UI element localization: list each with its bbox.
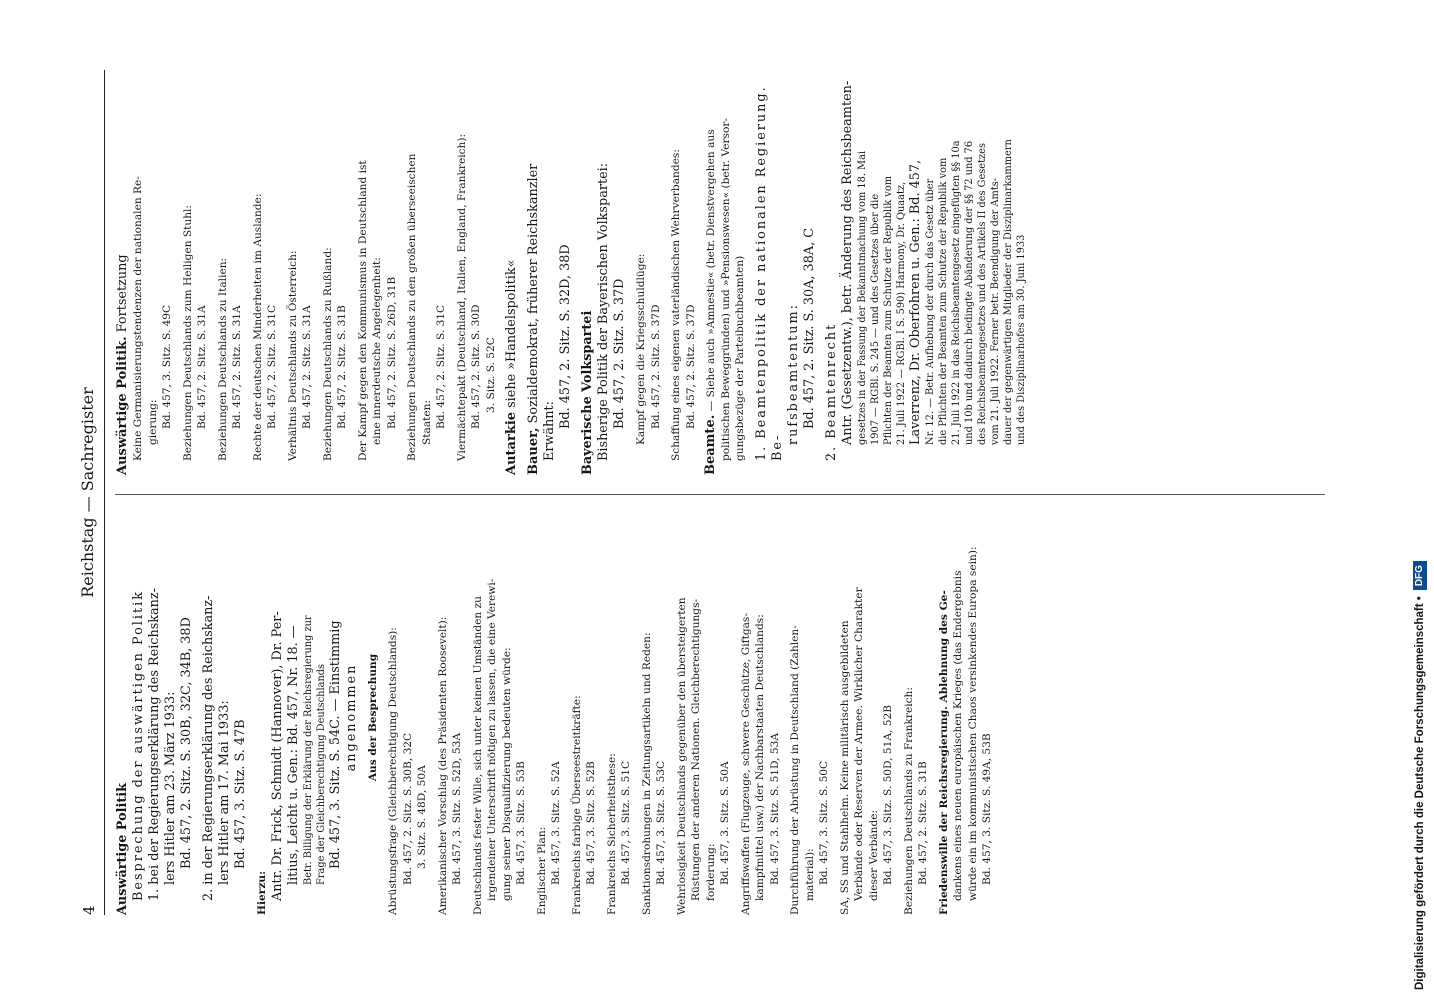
item-line: 2. Beamtenrecht: [823, 322, 839, 461]
entry-line: Schaffung eines eigenen vaterländischen Wehrverbandes:: [670, 149, 682, 461]
motion-line: dauer der gegenwärtigen Mitglieder der Disziplinarkammern: [1002, 139, 1014, 445]
motion-line: litius, Leicht u. Gen.: Bd. 457, Nr. 18. —: [285, 625, 301, 885]
motion-line: Betr. Billigung der Erklärung der Reichsregierung zur: [302, 615, 314, 885]
subheading: Besprechung der auswärtigen Politik: [131, 590, 146, 901]
motion-line: Antr. (Gesetzentw.), betr. Änderung des Reichsbeamten-: [839, 80, 855, 445]
entry-ref: 3. Sitz. S. 52C: [484, 337, 497, 413]
beamte-text: — Siehe auch »Amnestie« (betr. Dienstvergehen aus: [705, 129, 717, 415]
entry-ref: Bd. 457, 2. Sitz. S. 30D: [470, 304, 482, 429]
entry-line: Beziehungen Deutschlands zum Heiligen Stuhl:: [181, 205, 194, 461]
column-separator: [115, 494, 1325, 495]
entry-line: Verhältnis Deutschlands zu Österreich:: [286, 250, 299, 461]
motion-line: angenommen: [343, 663, 359, 772]
entry-line: Kampf gegen die Kriegsschuldlüge:: [635, 253, 647, 445]
item-line: 1. Beamtenpolitik der nationalen Regierung. Be-: [753, 85, 785, 461]
entry-line: eine innerdeutsche Angelegenheit:: [371, 257, 383, 445]
motion-line: Antr. Dr. Frick, Schmidt (Hannover), Dr. Per-: [269, 611, 285, 901]
entry-ref: Bd. 457, 2. Sitz. S. 32D, 38D: [558, 244, 573, 429]
entry-ref: Bd. 457, 2. Sitz. S. 31B: [917, 761, 929, 885]
aus-der-besprechung: Aus der Besprechung: [366, 653, 379, 782]
entry-ref: Bd. 457, 3. Sitz. S. 52A: [550, 761, 562, 885]
item-line: lers Hitler am 23. März 1933:: [163, 691, 178, 885]
entry-ref: Bd. 457, 2. Sitz. S. 30B, 32C: [401, 732, 414, 885]
entry-ref: Bd. 457, 3. Sitz. S. 53B: [515, 761, 527, 885]
entry-ref: Bd. 457, 3. Sitz. S. 49C: [161, 304, 173, 429]
section-heading: Auswärtige Politik.: [115, 336, 130, 475]
entry-line: Keine Germanisierungstendenzen der nationalen Re-: [132, 176, 144, 461]
motion-line: 1907 — RGBl. S. 245 — und des Gesetzes über die: [869, 193, 881, 445]
entry-line: Beziehungen Deutschlands zu den großen überseeischen: [406, 153, 418, 461]
entry-line: dankens eines neuen europäischen Krieges (das Endergebnis: [952, 570, 964, 901]
entry-line: Der Kampf gegen den Kommunismus in Deutschland ist: [356, 160, 369, 461]
entry-line: gierung:: [146, 399, 159, 445]
entry-line: Wehrlosigkeit Deutschlands gegenüber den übersteigerten: [675, 597, 688, 915]
beamte-label: Beamte.: [703, 414, 718, 475]
entry-line: Deutschlands fester Wille, sich unter keinen Umständen zu: [471, 596, 484, 915]
autarkie-text: siehe »Handelspolitik«: [504, 259, 519, 412]
left-column: [115, 520, 995, 915]
item-line: rufsbeamtentum:: [785, 303, 801, 445]
entry-ref: Bd. 457, 3. Sitz. S. 52D, 53A: [451, 732, 463, 885]
bauer-text: Sozialdemokrat, früherer Reichskanzler: [526, 163, 541, 428]
entry-line: würde ein im kommunistischen Chaos versinkendes Europa sein):: [966, 546, 979, 901]
entry-ref: Bd. 457, 3. Sitz. S. 50A: [719, 761, 731, 885]
motion-line: und des Disziplinarhofes am 30. Juni 1933: [1015, 234, 1027, 445]
entry-ref: Bd. 457, 2. Sitz. S. 31A: [196, 305, 208, 429]
motion-line: 21. Juli 1922 in das Reichsbeamtengesetz eingefügten §§ 10a: [950, 140, 962, 445]
page-number: 4: [80, 905, 98, 915]
entry-ref: Bd. 457, 3. Sitz. S. 53C: [655, 760, 667, 885]
motion-line: Nr. 12. — Betr. Aufhebung der durch das Gesetz über: [924, 178, 936, 445]
funding-note: [1410, 0, 1430, 990]
entry-ref: Bd. 457, 3. Sitz. S. 50D, 51A, 52B: [882, 704, 894, 885]
entry-ref: Bd. 457, 2. Sitz. S. 26D, 31B: [385, 276, 398, 429]
entry-ref: Bd. 457, 2. Sitz. S. 31A: [301, 305, 313, 429]
motion-line: Laverrenz, Dr. Oberfohren u. Gen.: Bd. 457,: [907, 159, 923, 445]
entry-ref: 3. Sitz. S. 48D, 50A: [416, 765, 428, 869]
motion-line: Frage der Gleichberechtigung Deutschlands: [315, 663, 327, 885]
entry-line: Frankreichs Sicherheitsthese:: [605, 753, 618, 915]
item-ref: Bd. 457, 2. Sitz. S. 30B, 32C, 34B, 38D: [179, 617, 194, 869]
running-header: [70, 70, 110, 915]
funding-note-text: Digitalisierung gefördert durch die Deutsche Forschungsgemeinschaft •: [1414, 596, 1426, 990]
entry-line: material):: [803, 848, 816, 901]
motion-line: gesetzes in der Fassung der Bekanntmachung vom 18. Mai: [856, 150, 868, 445]
entry-line: irgendeiner Unterschrift nötigen zu lassen, die eine Verewi-: [486, 578, 498, 901]
right-column: [115, 80, 1028, 475]
entry-ref: Bd. 457, 2. Sitz. S. 37D: [684, 304, 697, 429]
continuation-label: Fortsetzung: [115, 254, 130, 333]
entry-line: Staaten:: [420, 399, 433, 445]
entry-ref: Bd. 457, 2. Sitz. S. 37D: [612, 278, 627, 429]
entry-ref: Bd. 457, 3. Sitz. S. 49A, 53B: [981, 733, 993, 885]
entry-line: Beziehungen Deutschlands zu Rußland:: [321, 247, 334, 461]
motion-line: die Pflichten der Beamten zum Schutze der Republik vom: [937, 157, 949, 445]
entry-line: Rechte der deutschen Minderheiten im Auslande:: [251, 193, 264, 461]
entry-ref: Bd. 457, 3. Sitz. S. 52B: [585, 761, 597, 885]
bauer-label: Bauer,: [526, 427, 541, 475]
entry-ref: Bd. 457, 2. Sitz. S. 31C: [266, 304, 278, 429]
item-ref: Bd. 457, 2. Sitz. S. 30A, 38A, C: [801, 227, 817, 429]
section-heading: Auswärtige Politik: [115, 783, 130, 915]
entry-line: Rüstungen der anderen Nationen. Gleichberechtigungs-: [690, 598, 702, 901]
item-line: 1. bei der Regierungserklärung des Reichskanz-: [147, 588, 162, 901]
entry-ref: Bd. 457, 3. Sitz. S. 51D, 53A: [768, 732, 781, 885]
running-title: Reichstag — Sachregister: [78, 387, 97, 598]
entry-line: Sanktionsdrohungen in Zeitungsartikeln und Reden:: [640, 632, 653, 915]
entry-line: Viermächtepakt (Deutschland, Italien, England, Frankreich):: [455, 133, 468, 461]
document-page: [70, 70, 1330, 915]
entry-ref: Bd. 457, 3. Sitz. S. 51C: [620, 760, 632, 885]
entry-line: gung seiner Disqualifizierung bedeuten würde:: [500, 647, 513, 901]
item-line: 2. in der Regierungserklärung des Reichskanz-: [201, 595, 216, 901]
entry-line: Friedenswille der Reichsregierung. Ablehnung des Ge-: [937, 590, 950, 915]
motion-line: des Reichsbeamtengesetzes und des Artikels II des Gesetzes: [976, 142, 988, 445]
motion-line: vom 21. Juli 1922. Ferner betr. Beendigung der Amts-: [989, 177, 1001, 445]
entry-line: Durchführung der Abrüstung in Deutschland (Zahlen-: [789, 625, 801, 915]
entry-line: Englischer Plan:: [535, 826, 548, 915]
entry-line: Erwähnt:: [542, 401, 557, 461]
hierzu-label: Hierzu:: [256, 871, 268, 915]
entry-line: kampfmittel usw.) der Nachbarstaaten Deutschlands:: [754, 614, 766, 901]
entry-line: forderung:: [704, 843, 717, 901]
motion-line: Pflichten der Beamten zum Schutze der Republik vom: [882, 175, 894, 445]
entry-ref: Bd. 457, 2. Sitz. S. 31C: [435, 304, 447, 429]
entry-ref: Bd. 457, 2. Sitz. S. 37D: [649, 304, 662, 429]
entry-ref: Bd. 457, 2. Sitz. S. 31A: [231, 305, 243, 429]
entry-line: Amerikanischer Vorschlag (des Präsidenten Roosevelt):: [436, 616, 449, 915]
entry-line: Beziehungen Deutschlands zu Frankreich:: [902, 687, 915, 915]
entry-line: Abrüstungsfrage (Gleichberechtigung Deutschlands):: [387, 627, 399, 915]
entry-line: Beziehungen Deutschlands zu Italien:: [216, 257, 229, 461]
entry-line: SA, SS und Stahlhelm. Keine militärisch ausgebildeten: [838, 620, 851, 915]
header-rule: [104, 70, 105, 915]
entry-line: Angriffswaffen (Flugzeuge, schwere Geschütze, Giftgas-: [739, 613, 752, 915]
item-ref: Bd. 457, 3. Sitz. S. 47B: [233, 719, 248, 869]
entry-ref: Bd. 457, 3. Sitz. S. 50C: [818, 760, 830, 885]
entry-line: gungsbezüge der Parteibuchbeamten): [734, 255, 746, 461]
motion-line: 21. Juli 1922 — RGBl. I S. 590) Harmony, Dr. Quaatz,: [895, 181, 907, 445]
entry-line: politischen Beweggründen) und »Pensionswesen« (betr. Versor-: [719, 117, 732, 461]
entry-ref: Bd. 457, 2. Sitz. S. 31B: [336, 305, 348, 429]
dfg-logo: DFG: [1413, 561, 1427, 590]
entry-line: Frankreichs farbige Überseestreitkräfte:: [570, 695, 583, 915]
item-line: lers Hitler am 17. Mai 1933:: [217, 700, 232, 885]
bvp-heading: Bayerische Volkspartei: [580, 310, 595, 475]
autarkie-label: Autarkie: [504, 411, 519, 475]
motion-line: und 10b und dadurch bedingte Abänderung der §§ 72 und 76: [963, 140, 975, 445]
motion-line: Bd. 457, 3. Sitz. S. 54C. — Einstimmig: [327, 620, 343, 869]
entry-line: Bisherige Politik der Bayerischen Volkspartei:: [596, 162, 611, 461]
entry-line: dieser Verbände:: [867, 809, 880, 901]
entry-line: Verbände oder Reserven der Armee. Wirklicher Charakter: [853, 587, 865, 901]
